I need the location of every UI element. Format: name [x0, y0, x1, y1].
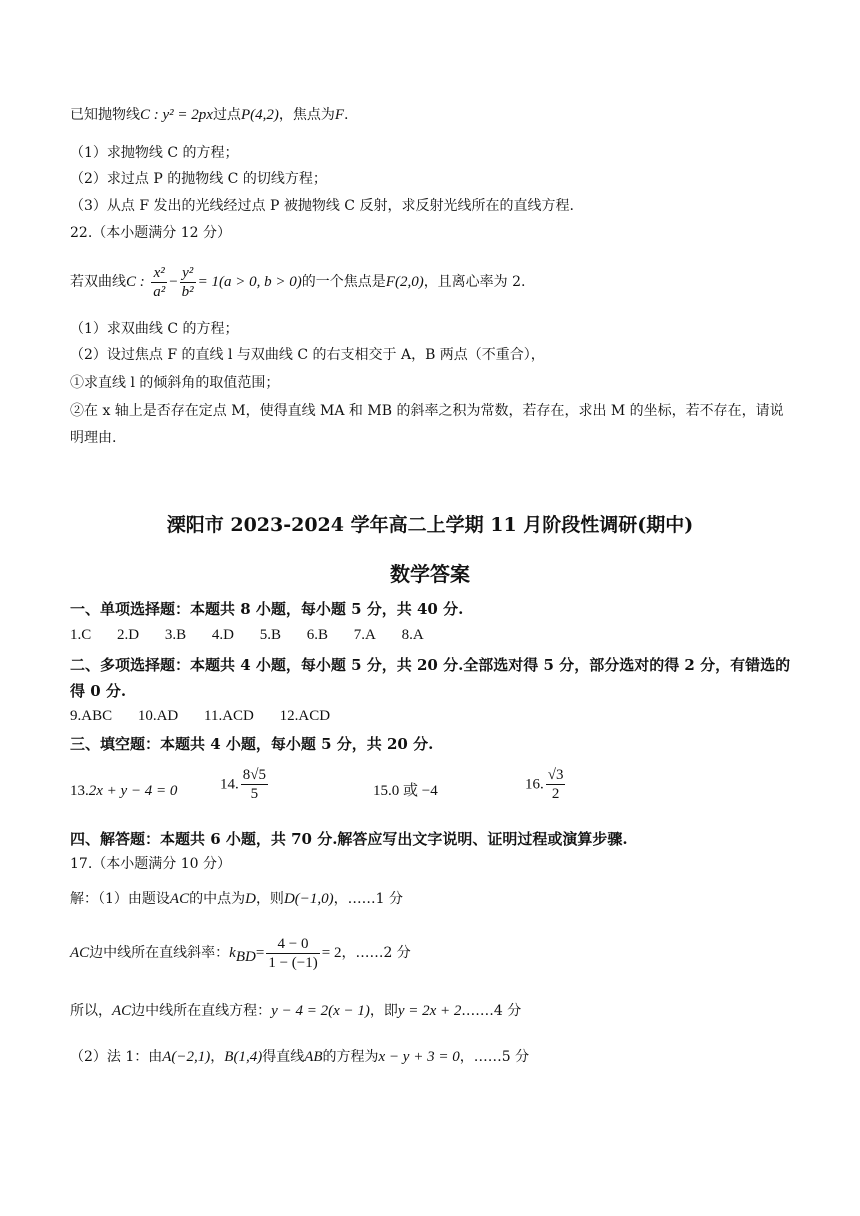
- p21-intro-text-d: .: [344, 107, 349, 123]
- parabola-equation: C : y² = 2px: [140, 107, 213, 123]
- p22-question-2: （2）设过焦点 F 的直线 l 与双曲线 C 的右支相交于 A，B 两点（不重合），: [70, 347, 545, 363]
- p17-l4-text-c: 得直线: [262, 1049, 305, 1065]
- p17-l2-text-a: 边中线所在直线斜率：: [89, 945, 230, 961]
- p17-l4-text-b: ，: [210, 1049, 225, 1065]
- hyperbola-frac-x: [151, 264, 167, 301]
- p22-intro-text-b: 的一个焦点是: [301, 274, 386, 290]
- p22-intro-text-c: ，且离心率为 2.: [423, 274, 526, 290]
- answer-16-frac: [546, 766, 566, 803]
- focus-label: F: [334, 107, 345, 123]
- p17-line-1: [70, 888, 810, 910]
- answer-16-den: 2: [551, 786, 560, 802]
- p21-question-2: （2）求过点 P 的抛物线 C 的切线方程；: [70, 171, 327, 187]
- p17-l1-text-d: ，……1 分: [333, 891, 403, 907]
- p17-l1-text-c: ，则: [255, 891, 284, 907]
- answer-item: 8.A: [401, 627, 424, 643]
- section-1-answers: [70, 624, 810, 646]
- section-3-heading: 三、填空题：本题共 4 小题，每小题 5 分，共 20 分.: [70, 735, 434, 753]
- minus-sign: −: [169, 274, 178, 290]
- slope-k: k: [229, 945, 236, 961]
- slope-fraction: [266, 935, 319, 972]
- answer-16: [525, 766, 567, 803]
- answer-item: 11.ACD: [204, 708, 254, 724]
- answer-15-value: 0 或 −4: [391, 783, 438, 799]
- point-b: B(1,4): [224, 1049, 263, 1065]
- equals-sign: =: [255, 945, 265, 961]
- answer-14: [220, 766, 270, 803]
- p17-line-2: [70, 931, 810, 979]
- median-equation-simplified: y = 2x + 2: [397, 1003, 462, 1019]
- segment-ac: AC: [112, 1003, 132, 1019]
- p17-l3-text-c: ，即: [369, 1003, 398, 1019]
- answer-item: 2.D: [117, 627, 140, 643]
- frac-y-den: b²: [181, 283, 194, 300]
- p17-l1-text-a: 解：（1）由题设: [70, 891, 170, 907]
- midpoint-d: D: [245, 891, 256, 907]
- p17-l2-text-b: ，……2 分: [341, 945, 411, 961]
- answer-13: [70, 780, 177, 802]
- section-1-heading: 一、单项选择题：本题共 8 小题，每小题 5 分，共 40 分.: [70, 600, 464, 618]
- p21-intro-text-a: 已知抛物线: [70, 107, 140, 123]
- p21-intro: [70, 104, 810, 126]
- segment-ac: AC: [169, 891, 190, 907]
- frac-y-num: y²: [180, 264, 196, 283]
- p21-intro-text-c: ，焦点为: [278, 107, 335, 123]
- answer-item: 4.D: [211, 627, 234, 643]
- p17-l3-text-a: 所以，: [70, 1003, 112, 1019]
- hyperbola-frac-y: [180, 264, 196, 301]
- answer-item: 3.B: [164, 627, 187, 643]
- answer-14-num: 8√5: [242, 767, 266, 783]
- frac-x-den: a²: [153, 283, 166, 300]
- answer-14-label: 14.: [220, 776, 239, 793]
- answer-14-den: 5: [250, 786, 259, 802]
- p17-l3-text-b: 边中线所在直线方程：: [131, 1003, 272, 1019]
- section-3-answers: [70, 766, 810, 816]
- section-4-heading: 四、解答题：本题共 6 小题，共 70 分.解答应写出文字说明、证明过程或演算步骤.: [70, 830, 628, 848]
- p17-l3-text-d: .……4 分: [461, 1003, 522, 1019]
- answer-item: 5.B: [259, 627, 281, 643]
- p17-line-4: [70, 1046, 810, 1068]
- answer-13-value: 2x + y − 4 = 0: [88, 783, 178, 799]
- p17-l1-text-b: 的中点为: [189, 891, 246, 907]
- p22-question-2b: ②在 x 轴上是否存在定点 M，使得直线 MA 和 MB 的斜率之积为常数，若存在，求出 M 的坐标，若不存在，请说明理由.: [70, 403, 784, 446]
- midpoint-d-coords: D(−1,0): [283, 891, 334, 907]
- p17-line-3: [70, 1000, 810, 1022]
- point-a: A(−2,1): [162, 1049, 211, 1065]
- answer-15-label: 15.: [373, 783, 392, 799]
- answer-item: 10.AD: [137, 708, 179, 724]
- answer-item: 7.A: [353, 627, 376, 643]
- answer-item: 1.C: [70, 627, 92, 643]
- hyperbola-focus: F(2,0): [385, 274, 424, 290]
- answer-subtitle: 数学答案: [390, 562, 470, 586]
- section-2-heading: 二、多项选择题：本题共 4 小题，每小题 5 分，共 20 分.全部选对得 5 分，部分选对的得 2 分，有错选的得 0 分.: [70, 656, 791, 700]
- p17-l4-text-e: ，……5 分: [459, 1049, 530, 1065]
- median-equation: y − 4 = 2(x − 1): [271, 1003, 370, 1019]
- p22-question-1: （1）求双曲线 C 的方程；: [70, 321, 239, 337]
- answer-item: 6.B: [306, 627, 328, 643]
- line-ab: AB: [304, 1049, 323, 1065]
- p21-question-1: （1）求抛物线 C 的方程；: [70, 145, 239, 161]
- p22-intro: [70, 262, 810, 302]
- answer-16-label: 16.: [525, 776, 544, 793]
- answer-13-label: 13.: [70, 783, 89, 799]
- answer-item: 9.ABC: [70, 708, 113, 724]
- answer-item: 12.ACD: [279, 708, 331, 724]
- p21-intro-text-b: 过点: [212, 107, 241, 123]
- p22-header: 22.（本小题满分 12 分）: [70, 225, 231, 241]
- p22-intro-text-a: 若双曲线: [70, 274, 126, 290]
- p21-question-3: （3）从点 F 发出的光线经过点 P 被抛物线 C 反射，求反射光线所在的直线方程.: [70, 198, 574, 214]
- slope-num: 4 − 0: [266, 935, 319, 954]
- section-2-answers: [70, 705, 810, 727]
- point-p: P(4,2): [240, 107, 279, 123]
- answer-title: 溧阳市 2023-2024 学年高二上学期 11 月阶段性调研(期中): [166, 514, 694, 536]
- answer-16-num: √3: [547, 767, 564, 783]
- answer-15: [373, 780, 438, 802]
- answer-14-frac: [241, 766, 268, 803]
- p17-header: 17.（本小题满分 10 分）: [70, 856, 231, 872]
- slope-den: 1 − (−1): [268, 954, 318, 971]
- frac-x-num: x²: [151, 264, 167, 283]
- p17-l4-text-d: 的方程为: [322, 1049, 379, 1065]
- p22-question-2a: ①求直线 l 的倾斜角的取值范围；: [70, 375, 280, 391]
- slope-result: = 2: [321, 945, 342, 961]
- p17-l4-text-a: （2）法 1：由: [70, 1049, 163, 1065]
- segment-ac: AC: [70, 945, 90, 961]
- line-ab-equation: x − y + 3 = 0: [378, 1049, 460, 1065]
- slope-subscript: BD: [235, 948, 256, 965]
- hyperbola-eq-right: = 1(a > 0, b > 0): [197, 274, 302, 290]
- hyperbola-eq-left: C :: [126, 274, 145, 290]
